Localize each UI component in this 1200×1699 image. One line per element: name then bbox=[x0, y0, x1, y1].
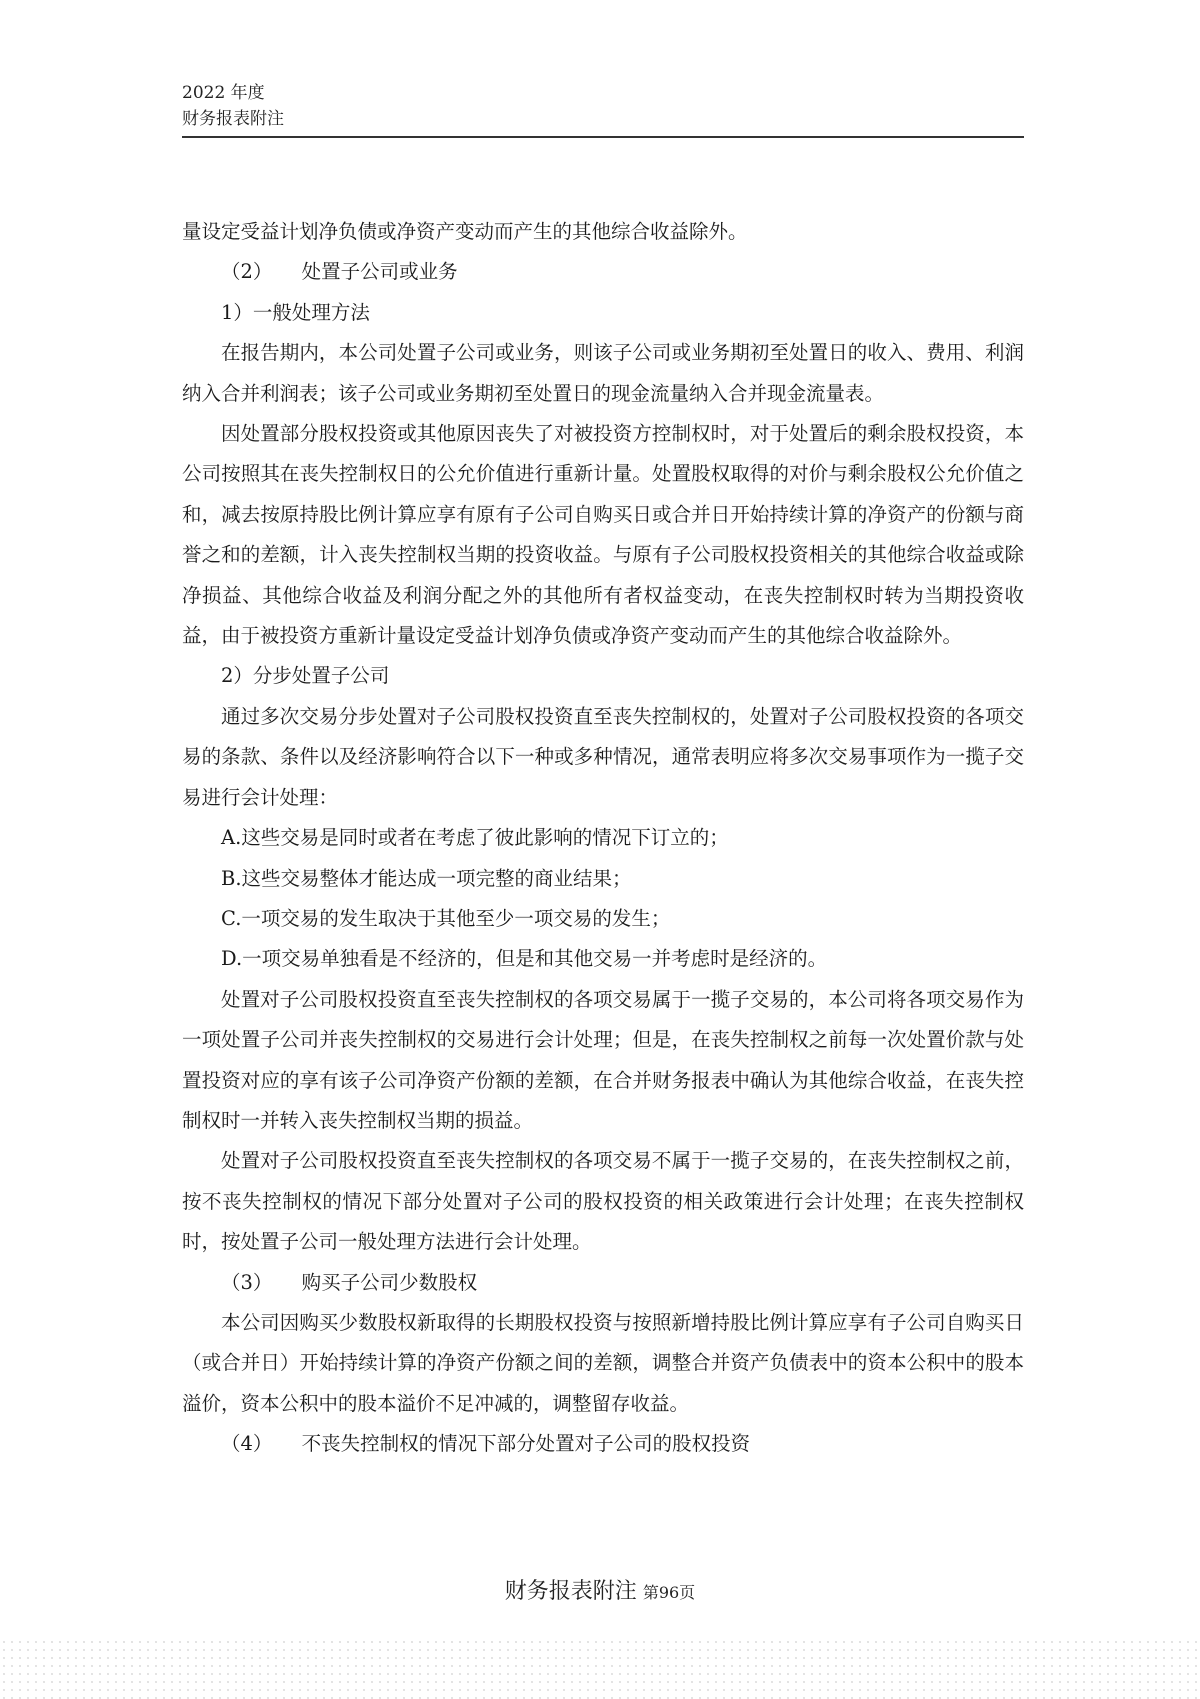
paragraph: B.这些交易整体才能达成一项完整的商业结果； bbox=[221, 866, 632, 890]
header-subtitle: 财务报表附注 bbox=[182, 109, 284, 129]
paragraph: C.一项交易的发生取决于其他至少一项交易的发生； bbox=[221, 906, 671, 930]
header-divider bbox=[182, 136, 1024, 138]
paragraph: 本公司因购买少数股权新取得的长期股权投资与按照新增持股比例计算应享有子公司自购买日（或合并日）开始持续计算的净资产份额之间的差额，调整合并资产负债表中的资本公积中的股本溢价，资本公积中的股本溢价不足冲减的，调整留存收益。 bbox=[182, 1310, 1024, 1415]
paragraph: （3） 购买子公司少数股权 bbox=[221, 1270, 478, 1294]
paragraph: D.一项交易单独看是不经济的，但是和其他交易一并考虑时是经济的。 bbox=[221, 947, 828, 971]
paragraph: 2）分步处置子公司 bbox=[221, 664, 390, 688]
paragraph: 在报告期内，本公司处置子公司或业务，则该子公司或业务期初至处置日的收入、费用、利润纳入合并利润表；该子公司或业务期初至处置日的现金流量纳入合并现金流量表。 bbox=[182, 341, 1024, 405]
paragraph: 处置对子公司股权投资直至丧失控制权的各项交易不属于一揽子交易的，在丧失控制权之前，按不丧失控制权的情况下部分处置对子公司的股权投资的相关政策进行会计处理；在丧失控制权时，按处置子公司一般处理方法进行会计处理。 bbox=[182, 1149, 1024, 1254]
paragraph: 量设定受益计划净负债或净资产变动而产生的其他综合收益除外。 bbox=[182, 220, 748, 243]
paragraph: 1）一般处理方法 bbox=[221, 300, 370, 324]
paragraph: 通过多次交易分步处置对子公司股权投资直至丧失控制权的，处置对子公司股权投资的各项交易的条款、条件以及经济影响符合以下一种或多种情况，通常表明应将多次交易事项作为一揽子交易进行会计处理： bbox=[182, 704, 1024, 809]
page-header bbox=[182, 80, 1024, 132]
paragraph: （2） 处置子公司或业务 bbox=[221, 260, 458, 284]
header-year: 2022 年度 bbox=[182, 83, 265, 103]
paragraph: 因处置部分股权投资或其他原因丧失了对被投资方控制权时，对于处置后的剩余股权投资，本公司按照其在丧失控制权日的公允价值进行重新计量。处置股权取得的对价与剩余股权公允价值之和，减去按原持股比例计算应享有原有子公司自购买日或合并日开始持续计算的净资产的份额与商誉之和的差额，计入丧失控制权当期的投资收益。与原有子公司股权投资相关的其他综合收益或除净损益、其他综合收益及利润分配之外的其他所有者权益变动，在丧失控制权时转为当期投资收益，由于被投资方重新计量设定受益计划净负债或净资产变动而产生的其他综合收益除外。 bbox=[182, 422, 1024, 648]
scan-dot-pattern bbox=[0, 1638, 1200, 1699]
paragraph: 处置对子公司股权投资直至丧失控制权的各项交易属于一揽子交易的，本公司将各项交易作为一项处置子公司并丧失控制权的交易进行会计处理；但是，在丧失控制权之前每一次处置价款与处置投资对应的享有该子公司净资产份额的差额，在合并财务报表中确认为其他综合收益，在丧失控制权时一并转入丧失控制权当期的损益。 bbox=[182, 987, 1024, 1132]
paragraph: A.这些交易是同时或者在考虑了彼此影响的情况下订立的； bbox=[221, 826, 729, 850]
page-footer bbox=[0, 1574, 1200, 1605]
paragraph: （4） 不丧失控制权的情况下部分处置对子公司的股权投资 bbox=[221, 1432, 751, 1456]
body-text bbox=[182, 212, 1024, 1465]
footer-title: 财务报表附注 bbox=[504, 1579, 637, 1604]
page-number: 第96页 bbox=[642, 1583, 696, 1602]
